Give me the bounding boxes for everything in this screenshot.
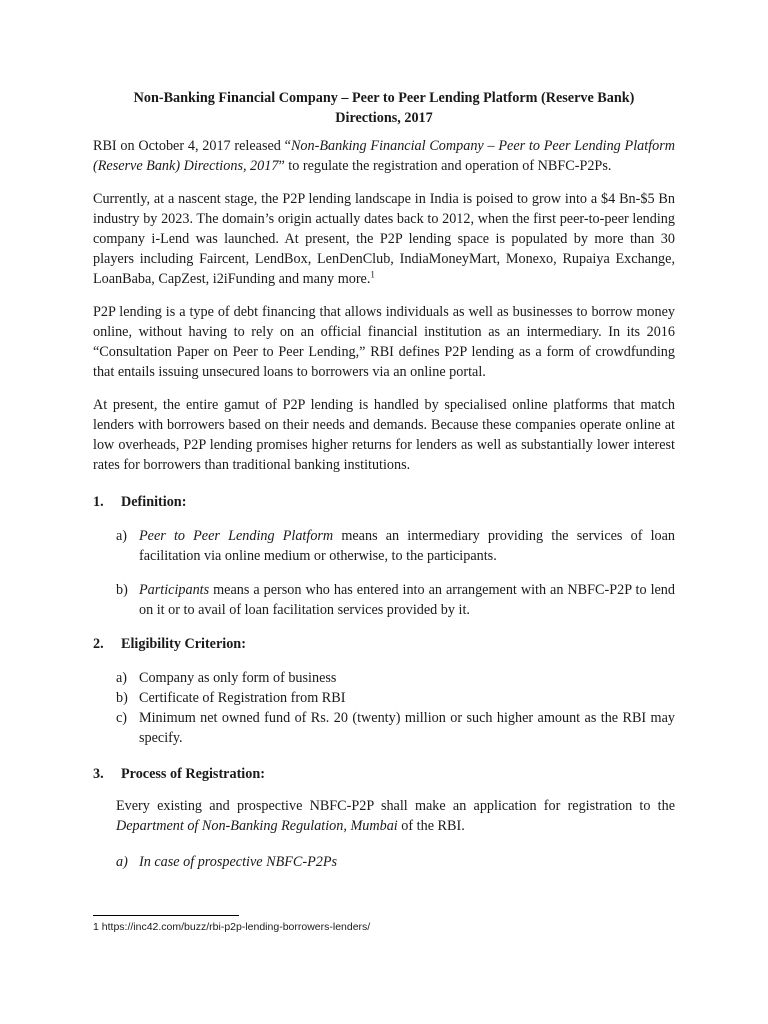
section-heading-text: Definition: bbox=[121, 494, 187, 510]
intro-paragraph bbox=[93, 136, 675, 176]
list-item bbox=[116, 580, 675, 620]
defined-term: Peer to Peer Lending Platform bbox=[139, 528, 334, 544]
eligibility-list bbox=[116, 668, 675, 748]
registration-text-start: Every existing and prospective NBFC-P2P shall make an application for registration to the bbox=[116, 798, 675, 814]
list-item bbox=[116, 688, 675, 708]
footnote-number: 1 bbox=[93, 921, 99, 933]
document-title bbox=[93, 88, 675, 128]
definition-text: means a person who has entered into an arrangement with an NBFC-P2P to lend on it or to avail of loan facilitation services provided by it. bbox=[139, 582, 675, 618]
registration-text-end: of the RBI. bbox=[397, 818, 465, 834]
intro-text-end: ” to regulate the registration and operation of NBFC-P2Ps. bbox=[278, 158, 612, 174]
definition-paragraph: P2P lending is a type of debt financing that allows individuals as well as businesses to borrow money online, without having to rely on an official financial institution as an intermediary. In its 2016 “Consultation Paper on Peer to Peer Lending,” RBI defines P2P lending as a form of crowdfunding that entails issuing unsecured loans to borrowers via an online portal. bbox=[93, 304, 675, 380]
list-item-label: a) bbox=[116, 854, 128, 870]
list-item-label: a) bbox=[116, 670, 128, 686]
definition-text: means an intermediary providing the services of loan facilitation via online medium or otherwise, to the participants. bbox=[139, 528, 675, 564]
landscape-text: Currently, at a nascent stage, the P2P lending landscape in India is poised to grow into a $4 Bn-$5 Bn industry by 2023. The domain’s origin actually dates back to 2012, when the first peer-to-peer lending company i-Lend was launched. At present, the P2P lending space is populated by more than 30 players including Faircent, LendBox, LenDenClub, IndiaMoneyMart, Monexo, Rupaiya Exchange, LoanBaba, CapZest, i2iFunding and many more. bbox=[93, 191, 675, 287]
list-item-text: In case of prospective NBFC-P2Ps bbox=[139, 854, 338, 870]
section-heading-text: Eligibility Criterion: bbox=[121, 636, 246, 652]
list-item-label: a) bbox=[116, 528, 128, 544]
list-item-label: b) bbox=[116, 690, 128, 706]
list-item bbox=[116, 526, 675, 566]
section-number: 1. bbox=[93, 494, 104, 510]
landscape-paragraph bbox=[93, 189, 675, 289]
section-heading-text: Process of Registration: bbox=[121, 766, 265, 782]
list-item bbox=[116, 668, 675, 688]
list-item-text: Company as only form of business bbox=[139, 670, 337, 686]
list-item-label: c) bbox=[116, 710, 128, 726]
section-number: 3. bbox=[93, 766, 104, 782]
registration-sub-item bbox=[116, 852, 675, 872]
title-line-1: Non-Banking Financial Company – Peer to Peer Lending Platform (Reserve Bank) bbox=[133, 90, 635, 106]
footnote-divider bbox=[93, 915, 239, 916]
document-page bbox=[93, 88, 675, 872]
platforms-paragraph: At present, the entire gamut of P2P lending is handled by specialised online platforms that match lenders with borrowers based on their needs and demands. Because these companies operate online at low overheads, P2P lending promises higher returns for lenders as well as substantially lower interest rates for borrowers than traditional banking institutions. bbox=[93, 397, 675, 473]
list-item-text bbox=[139, 580, 675, 620]
list-item-text bbox=[139, 526, 675, 566]
list-item-text: Minimum net owned fund of Rs. 20 (twenty) million or such higher amount as the RBI may specify. bbox=[139, 710, 675, 746]
section-number: 2. bbox=[93, 636, 104, 652]
defined-term: Participants bbox=[139, 582, 210, 598]
directions-title-italic: Non-Banking Financial Company – Peer to Peer Lending Platform (Reserve Bank) Directions, 2017 bbox=[93, 138, 675, 174]
list-item-label: b) bbox=[116, 582, 128, 598]
section-registration-heading bbox=[93, 764, 675, 784]
department-name-italic: Department of Non-Banking Regulation, Mumbai bbox=[116, 818, 398, 834]
definition-list bbox=[116, 526, 675, 620]
list-item-text: Certificate of Registration from RBI bbox=[139, 690, 346, 706]
footnote-reference[interactable]: 1 bbox=[370, 269, 375, 280]
footnote bbox=[93, 920, 370, 934]
title-line-2: Directions, 2017 bbox=[335, 110, 433, 126]
footnote-link[interactable]: https://inc42.com/buzz/rbi-p2p-lending-borrowers-lenders/ bbox=[101, 921, 371, 933]
section-definition-heading bbox=[93, 492, 675, 512]
registration-paragraph bbox=[116, 796, 675, 836]
intro-text-start: RBI on October 4, 2017 released “ bbox=[93, 138, 291, 154]
list-item bbox=[116, 708, 675, 748]
section-eligibility-heading bbox=[93, 634, 675, 654]
